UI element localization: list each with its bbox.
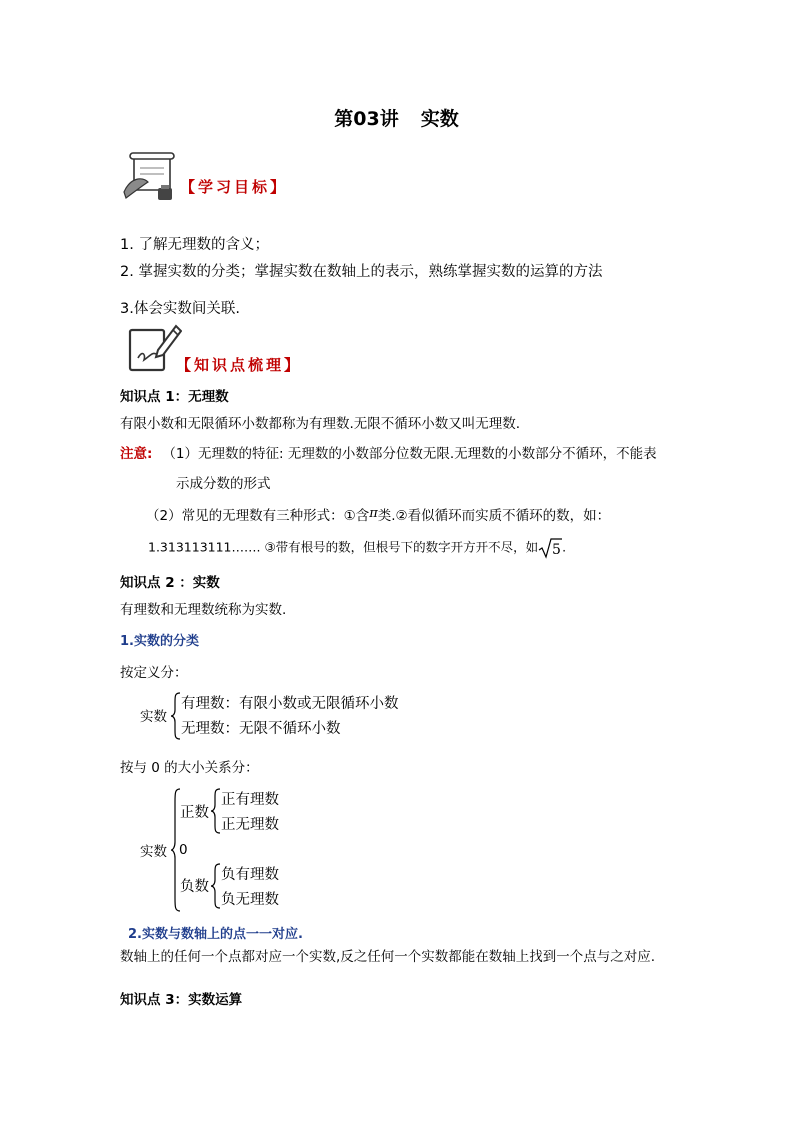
pi-symbol: π xyxy=(369,506,378,521)
tree2-neg-rational: 负有理数 xyxy=(221,867,279,883)
tree1-irrational: 无理数：无限不循环小数 xyxy=(181,721,341,737)
tree2-neg-irrational: 负无理数 xyxy=(221,892,279,908)
kp1-note-line2 xyxy=(146,504,610,524)
kp2-sub1: 1.实数的分类 xyxy=(120,634,199,649)
knowledge-section-label: 【知识点梳理】 xyxy=(176,356,303,374)
radical-sign-icon xyxy=(538,537,562,559)
note-1b: 示成分数的形式 xyxy=(176,476,271,492)
page-title xyxy=(0,104,793,131)
kp1-note-line1 xyxy=(120,442,657,462)
objectives-section-label: 【学习目标】 xyxy=(180,178,289,196)
sqrt-expression xyxy=(538,537,562,559)
note-2-pre: （2）常见的无理数有三种形式：①含 xyxy=(146,508,370,524)
kp3-heading: 知识点 3：实数运算 xyxy=(120,992,243,1008)
tree1-rational: 有理数：有限小数或无限循环小数 xyxy=(181,696,399,712)
note-label: 注意: xyxy=(120,446,153,462)
notepad-pencil-icon xyxy=(124,320,182,376)
classify-by-definition: 按定义分： xyxy=(120,665,188,681)
tree1-root: 实数 xyxy=(140,709,167,725)
tree2-negative: 负数 xyxy=(180,879,209,895)
tree2-root: 实数 xyxy=(140,844,167,860)
tree2-positive: 正数 xyxy=(180,805,209,821)
note-1a: （1）无理数的特征: 无理数的小数部分位数无限.无理数的小数部分不循环，不能表 xyxy=(162,446,657,462)
kp2-definition: 有理数和无理数统称为实数. xyxy=(120,602,287,618)
kp1-definition: 有限小数和无限循环小数都称为有理数.无限不循环小数又叫无理数. xyxy=(120,416,521,432)
objective-3: 3.体会实数间关联. xyxy=(120,301,240,317)
kp2-sub2: 2.实数与数轴上的点一一对应. xyxy=(128,927,303,942)
note-3-pre: 1.313113111……. ③带有根号的数，但根号下的数字开方开不尽，如 xyxy=(148,539,539,555)
kp2-heading: 知识点 2 ：实数 xyxy=(120,575,220,591)
objective-2: 2. 掌握实数的分类；掌握实数在数轴上的表示，熟练掌握实数的运算的方法 xyxy=(120,264,603,280)
kp1-heading: 知识点 1：无理数 xyxy=(120,389,229,405)
tree2-pos-rational: 正有理数 xyxy=(221,792,279,808)
note-3-post: . xyxy=(562,539,567,555)
objective-1: 1. 了解无理数的含义； xyxy=(120,237,269,253)
tree2-pos-irrational: 正无理数 xyxy=(221,817,279,833)
lecture-number: 第03讲 xyxy=(334,108,399,130)
scroll-quill-icon xyxy=(120,152,182,204)
radicand: 5 xyxy=(552,542,562,558)
tree2-zero: 0 xyxy=(179,842,188,858)
kp2-correspondence: 数轴上的任何一个点都对应一个实数,反之任何一个实数都能在数轴上找到一个点与之对应. xyxy=(120,949,656,965)
classify-by-zero: 按与 0 的大小关系分： xyxy=(120,760,259,776)
lecture-topic: 实数 xyxy=(420,108,459,130)
note-2-post: 类.②看似循环而实质不循环的数，如： xyxy=(377,508,611,524)
kp1-note-line3 xyxy=(148,537,566,559)
